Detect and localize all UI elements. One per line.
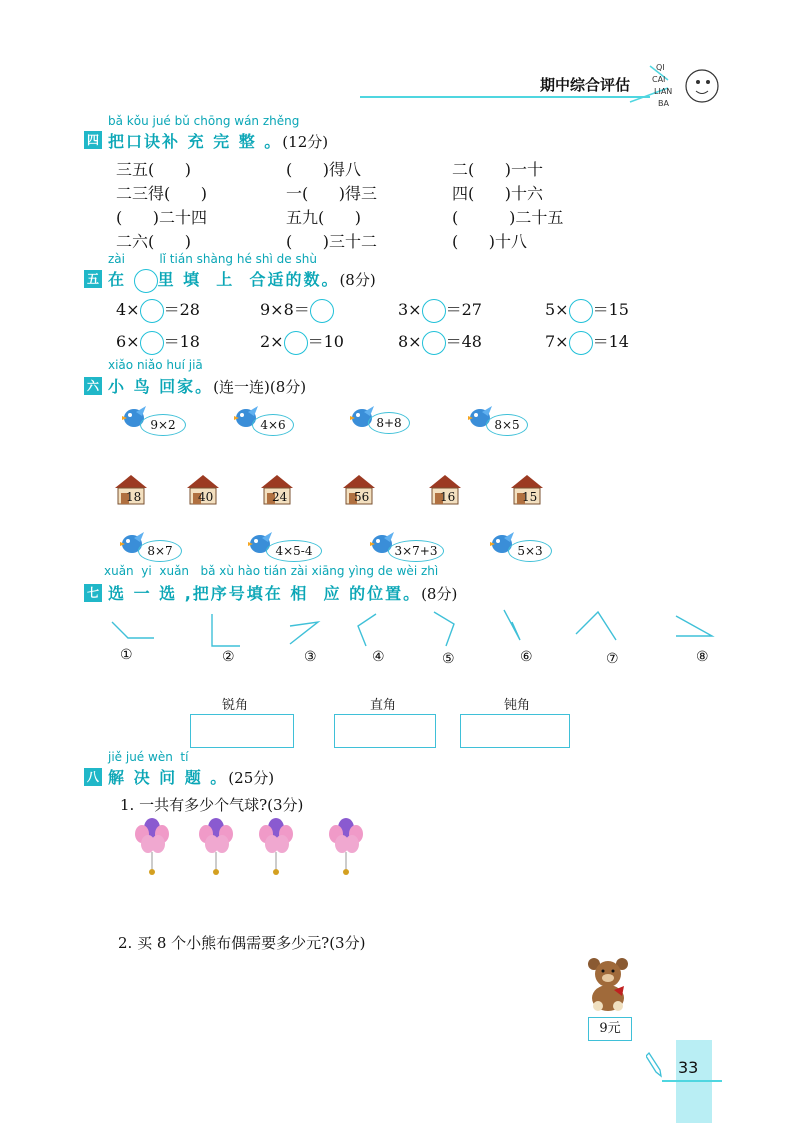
bird-label[interactable]: 4×5-4 [266, 540, 322, 562]
question-2: 2. 买 8 个小熊布偶需要多少元?(3分) [118, 934, 366, 952]
sec5-equation: 4× ＝28 [116, 297, 200, 323]
angle-number: ⑤ [442, 651, 455, 667]
sec7-pinyin: xuǎn yi xuǎn bǎ xù hào tián zài xiāng yìng de wèi zhì [104, 564, 439, 578]
sec5-pinyin: zài lǐ tián shàng hé shì de shù [108, 252, 317, 266]
question-1: 1. 一共有多少个气球?(3分) [120, 796, 304, 814]
sec4-item: 一( )得三 [286, 184, 378, 203]
angle-6 [504, 610, 520, 640]
footer-line [662, 1080, 722, 1082]
angle-7 [576, 612, 616, 640]
svg-text:BA: BA [658, 99, 669, 108]
bird-label[interactable]: 9×2 [140, 414, 186, 436]
sec4-item: ( )二十四 [116, 208, 208, 227]
sec4-item: ( )三十二 [286, 232, 378, 251]
angle-number: ⑦ [606, 651, 619, 667]
angle-5 [434, 612, 454, 646]
sec7-badge: 七 [84, 584, 102, 602]
sec5-equation: 9×8＝ [260, 297, 334, 323]
balloons-icon [134, 814, 384, 880]
right-angle-answer-box[interactable] [334, 714, 436, 748]
sec4-item: 五九( ) [286, 208, 362, 227]
angle-number: ① [120, 647, 133, 663]
svg-text:LIAN: LIAN [654, 87, 673, 96]
page-number: 33 [678, 1058, 699, 1077]
sec8-badge: 八 [84, 768, 102, 786]
angle-2 [212, 614, 240, 646]
bird-label[interactable]: 8×7 [138, 540, 182, 562]
bird-label[interactable]: 8+8 [368, 412, 410, 434]
acute-label: 锐角 [222, 698, 249, 713]
angle-4 [358, 614, 376, 646]
sec5-equation: 6× ＝18 [116, 329, 200, 355]
sec4-badge: 四 [84, 131, 102, 149]
right-angle-label: 直角 [370, 698, 397, 713]
sec6-title: 小 鸟 回家。(连一连)(8分) [108, 377, 307, 396]
bird-label[interactable]: 3×7+3 [388, 540, 444, 562]
obtuse-label: 钝角 [504, 698, 531, 713]
sec5-equation: 2× ＝10 [260, 329, 344, 355]
angle-3 [290, 622, 318, 644]
angle-8 [676, 616, 712, 636]
acute-answer-box[interactable] [190, 714, 294, 748]
angle-number: ③ [304, 649, 317, 665]
sec4-title: 把口诀补 充 完 整 。(12分) [108, 132, 329, 151]
house-number[interactable]: 15 [522, 490, 538, 504]
obtuse-answer-box[interactable] [460, 714, 570, 748]
house-number[interactable]: 18 [126, 490, 142, 504]
house-number[interactable]: 56 [354, 490, 370, 504]
svg-text:CAI: CAI [652, 75, 666, 84]
sec4-pinyin: bǎ kǒu jué bǔ chōng wán zhěng [108, 114, 300, 128]
sec6-pinyin: xiǎo niǎo huí jiā [108, 358, 203, 372]
pencil-icon [646, 1050, 664, 1078]
sec4-item: ( )十八 [452, 232, 528, 251]
angle-1 [112, 622, 154, 638]
sec4-item: ( )得八 [286, 160, 362, 179]
sec7-title: 选 一 选 ,把序号填在 相 应 的位置。(8分) [108, 584, 458, 603]
sec5-equation: 8× ＝48 [398, 329, 482, 355]
page-number-tab [676, 1040, 712, 1123]
page-header-title: 期中综合评估 [540, 76, 631, 94]
svg-text:QI: QI [656, 63, 665, 72]
sec6-badge: 六 [84, 377, 102, 395]
sec5-equation: 3× ＝27 [398, 297, 482, 323]
sec4-item: 二三得( ) [116, 184, 208, 203]
sec4-item: ( )二十五 [452, 208, 564, 227]
sec4-item: 二六( ) [116, 232, 192, 251]
sec5-title: 在 里 填 上 合适的数。(8分) [108, 267, 376, 293]
sec5-badge: 五 [84, 270, 102, 288]
angle-number: ⑥ [520, 649, 533, 665]
angle-number: ④ [372, 649, 385, 665]
bird-label[interactable]: 5×3 [508, 540, 552, 562]
angle-number: ⑧ [696, 649, 709, 665]
sec8-pinyin: jiě jué wèn tí [108, 750, 189, 764]
teddy-bear-icon [584, 956, 632, 1012]
price-tag: 9元 [588, 1017, 632, 1041]
sec5-equation: 5× ＝15 [545, 297, 629, 323]
bird-label[interactable]: 4×6 [252, 414, 294, 436]
sec4-item: 二( )一十 [452, 160, 544, 179]
house-number[interactable]: 16 [440, 490, 456, 504]
house-number[interactable]: 40 [198, 490, 214, 504]
house-number[interactable]: 24 [272, 490, 288, 504]
angle-number: ② [222, 649, 235, 665]
sec8-title: 解 决 问 题 。(25分) [108, 768, 275, 787]
bird-label[interactable]: 8×5 [486, 414, 528, 436]
sec5-equation: 7× ＝14 [545, 329, 629, 355]
sec4-item: 三五( ) [116, 160, 192, 179]
sec4-item: 四( )十六 [452, 184, 544, 203]
